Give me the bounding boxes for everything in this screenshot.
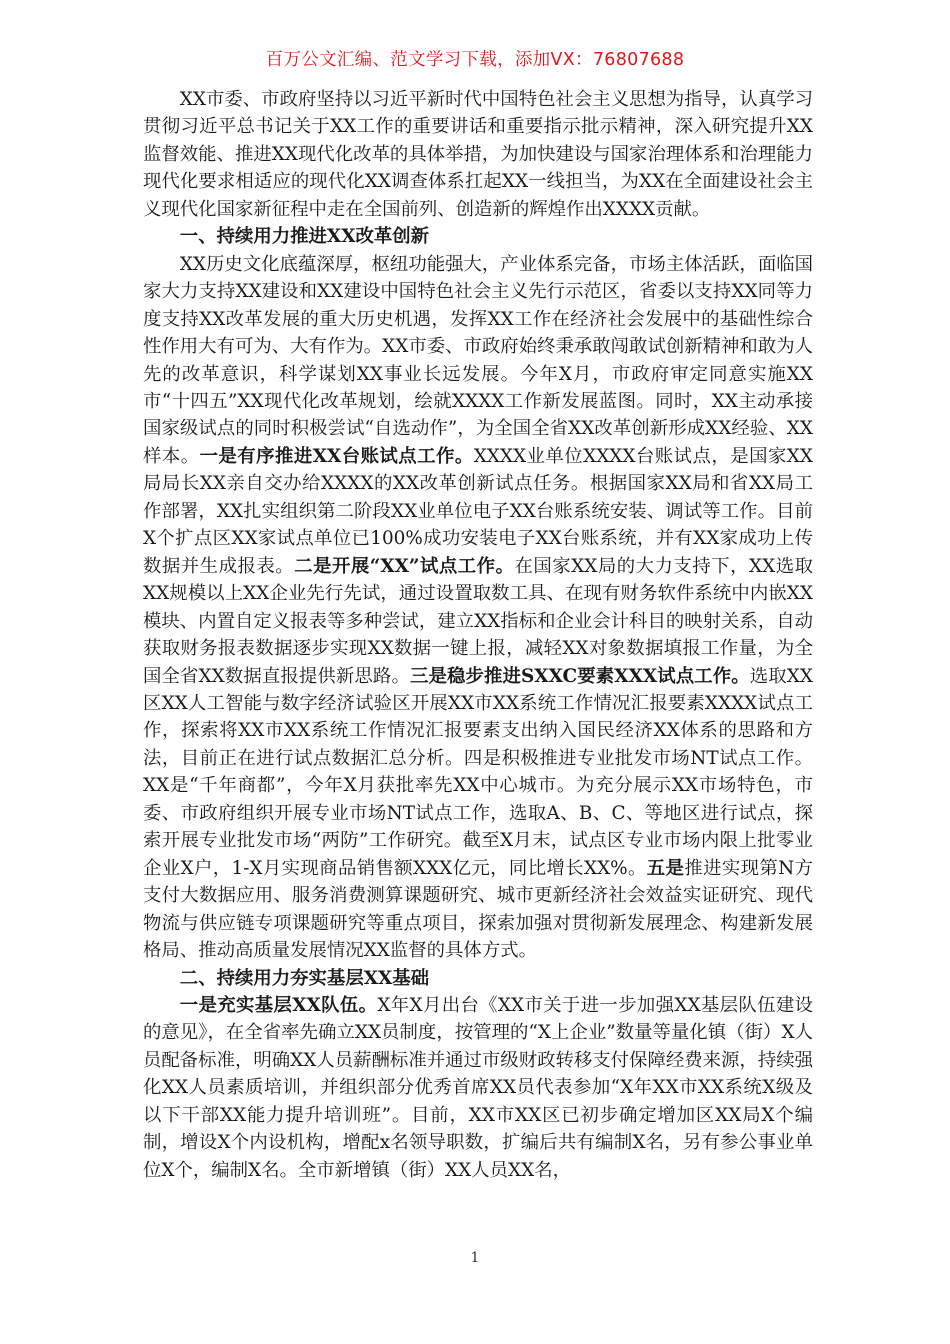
bold-lead-text: 一是充实基层XX队伍。 (179, 994, 378, 1016)
download-banner: 百万公文汇编、范文学习下载，添加VX：76807688 (265, 50, 685, 70)
bold-lead-text: 三是稳步推进SXXC要素XXX试点工作。 (409, 665, 750, 687)
paragraph-text: 在国家XX局的大力支持下，XX选取XX规模以上XX企业先行先试，通过设置取数工具、在现有财务软件系统中内嵌XX模块、内置自定义报表等多种尝试，建立XX指标和企业会计科目的映射关系，自动获取财务报表数据逐步实现XX数据一键上报，减轻XX对象数据填报工作量，为全国全省XX数据直报提供新思路。 (143, 555, 813, 687)
paragraph-text: 推进实现第N方支付大数据应用、服务消费测算课题研究、城市更新经济社会效益实证研究、现代物流与供应链专项课题研究等重点项目，探索加强对贯彻新发展理念、构建新发展格局、推动高质量发展情况XX监督的具体方式。 (143, 857, 813, 962)
section-paragraph (143, 992, 813, 1184)
paragraph-text: XX历史文化底蕴深厚，枢纽功能强大，产业体系完备，市场主体活跃，面临国家大力支持XX建设和XX建设中国特色社会主义先行示范区，省委以支持XX同等力度支持XX改革发展的重大历史机遇，发挥XX工作在经济社会发展中的基础性综合性作用大有可为、大有作为。XX市委、市政府始终秉承敢闯敢试创新精神和敢为人先的改革意识，科学谋划XX事业长远发展。今年X月，市政府审定同意实施XX市“十四五”XX现代化改革规划，绘就XXXX工作新发展蓝图。同时，XX主动承接国家级试点的同时积极尝试“自选动作”，为全国全省XX改革创新形成XX经验、XX样本。 (143, 253, 813, 467)
bold-lead-text: 五是 (646, 857, 685, 879)
paragraph-text: XXXX业单位XXXX台账试点，是国家XX局局长XX亲自交办给XXXX的XX改革创新试点任务。根据国家XX局和省XX局工作部署，XX扎实组织第二阶段XX业单位电子XX台账系统安装、调试等工作。目前X个扩点区XX家试点单位已100%成功安装电子XX台账系统，并有XX家成功上传数据并生成报表。 (143, 445, 813, 577)
bold-lead-text: 二是开展“XX”试点工作。 (294, 555, 515, 577)
paragraph-text: 选取XX区XX人工智能与数字经济试验区开展XX市XX系统工作情况汇报要素XXXX试点工作，探索将XX市XX系统工作情况汇报要素支出纳入国民经济XX体系的思路和方法，目前正在进行试点数据汇总分析。四是积极推进专业批发市场NT试点工作。XX是“千年商都”，今年X月获批率先XX中心城市。为充分展示XX市场特色，市委、市政府组织开展专业市场NT试点工作，选取A、B、C、等地区进行试点，探索开展专业批发市场“两防”工作研究。截至X月末，试点区专业市场内限上批零业企业X户，1-X月实现商品销售额XXX亿元，同比增长XX%。 (143, 665, 813, 879)
intro-paragraph: XX市委、市政府坚持以习近平新时代中国特色社会主义思想为指导，认真学习贯彻习近平总书记关于XX工作的重要讲话和重要指示批示精神，深入研究提升XX监督效能、推进XX现代化改革的具体举措，为加快建设与国家治理体系和治理能力现代化要求相适应的现代化XX调查体系扛起XX一线担当，为XX在全面建设社会主义现代化国家新征程中走在全国前列、创造新的辉煌作出XXXX贡献。 (143, 89, 813, 220)
section-heading: 一、持续用力推进XX改革创新 (179, 226, 430, 248)
document-body (143, 86, 813, 1184)
section-heading: 二、持续用力夯实基层XX基础 (179, 967, 430, 989)
paragraph-text: X年X月出台《XX市关于进一步加强XX基层队伍建设的意见》，在全省率先确立XX员制度，按管理的“X上企业”数量等量化镇（街）X人员配备标准，明确XX人员薪酬标准并通过市级财政转移支付保障经费来源，持续强化XX人员素质培训，并组织部分优秀首席XX员代表参加“X年XX市XX系统X级及以下干部XX能力提升培训班”。目前，XX市XX区已初步确定增加区XX局X个编制，增设X个内设机构，增配x名领导职数，扩编后共有编制X名，另有参公事业单位X个，编制X名。全市新增镇（街）XX人员XX名， (143, 994, 814, 1181)
bold-lead-text: 一是有序推进XX台账试点工作。 (199, 445, 474, 467)
page-number: 1 (470, 1250, 480, 1266)
section-paragraph (143, 251, 813, 965)
